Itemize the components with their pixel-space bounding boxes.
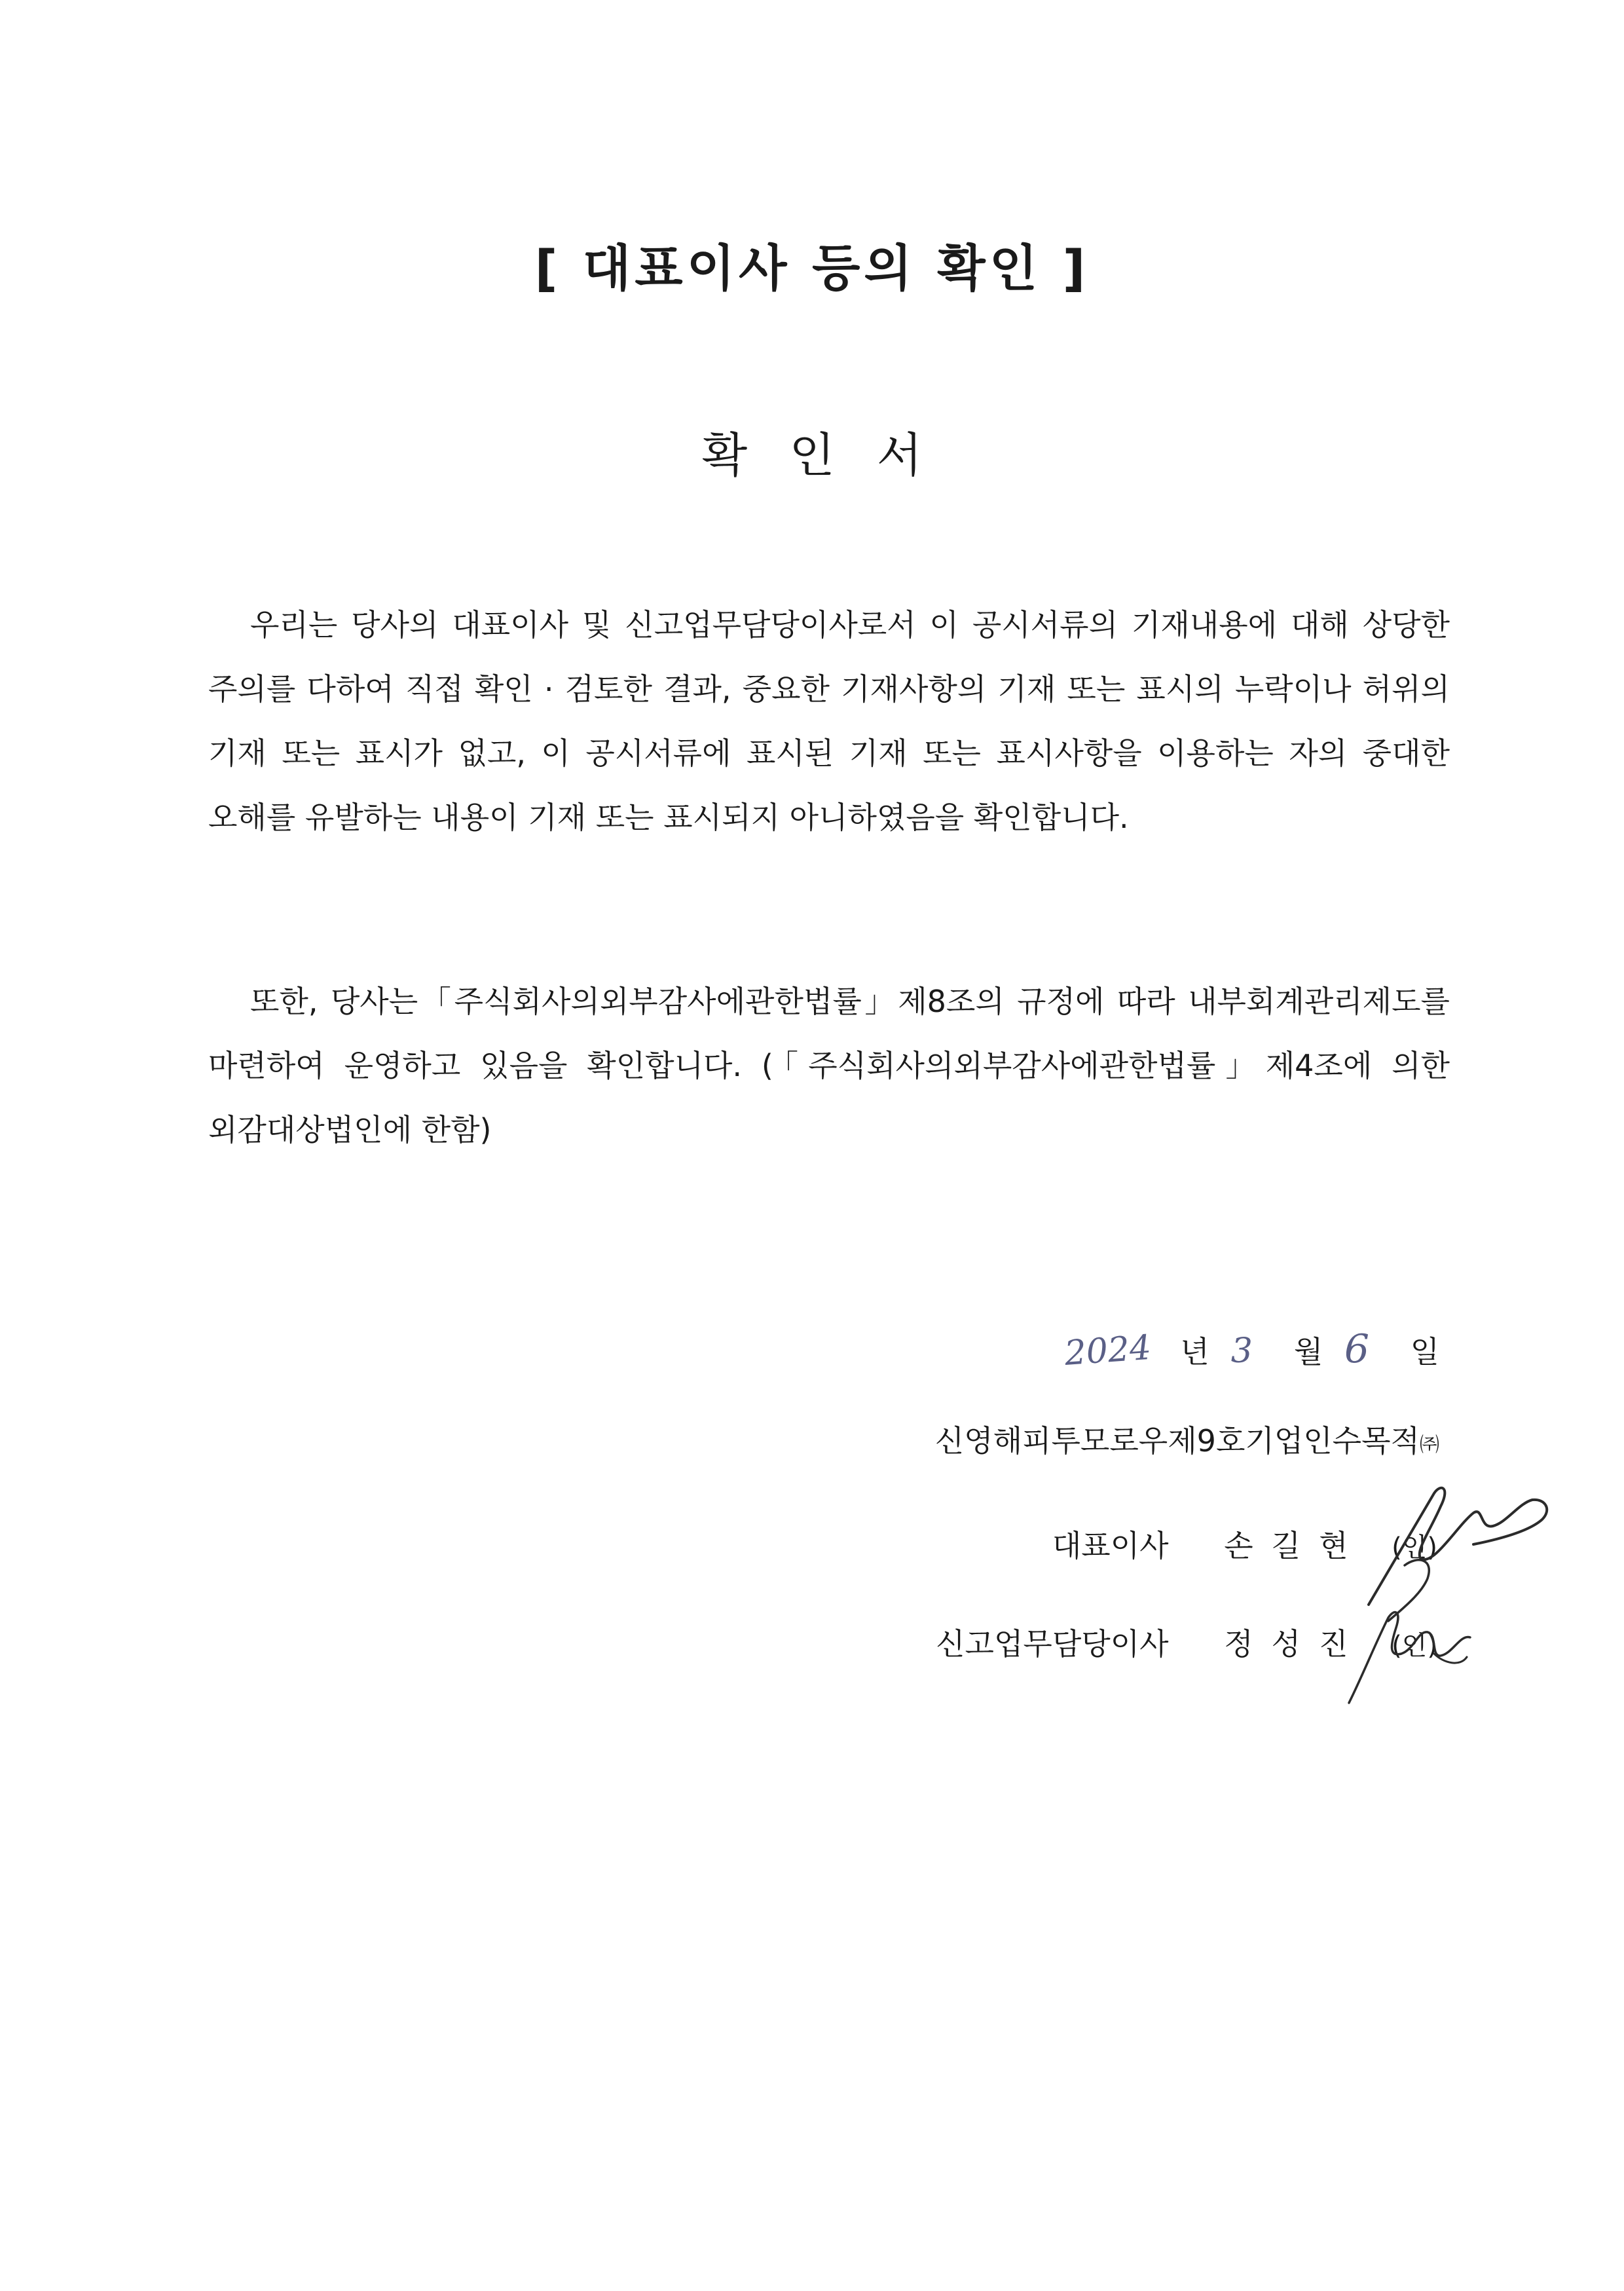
company-suffix: ㈜ <box>1420 1434 1439 1457</box>
handwritten-month: 3 <box>1230 1332 1253 1371</box>
document-title: 확인서 <box>701 428 965 483</box>
date-line <box>1053 1316 1439 1382</box>
ceo-name: 손길현 <box>1224 1528 1367 1563</box>
handwritten-year: 2024 <box>1063 1328 1153 1373</box>
disclosure-officer-seal-mark: (인) <box>1392 1631 1437 1661</box>
confirmation-paragraph: 우리는 당사의 대표이사 및 신고업무담당이사로서 이 공시서류의 기재내용에 대해 상당한 주의를 다하여 직접 확인 · 검토한 결과, 중요한 기재사항의 기재 또는 표시의 누락이나 허위의 기재 또는 표시가 없고, 이 공시서류에 표시된 기재 또는 표시사항을 이용하는 자의 중대한 오해를 유발하는 내용이 기재 또는 표시되지 아니하였음을 확인합니다. <box>208 607 1450 835</box>
company-name-line <box>935 1408 1439 1478</box>
disclosure-officer-role: 신고업무담당이사 <box>936 1626 1169 1662</box>
internal-control-paragraph: 또한, 당사는「주식회사의외부감사에관한법률」제8조의 규정에 따라 내부회계관리제도를 마련하여 운영하고 있음을 확인합니다. (「주식회사의외부감사에관한법률」제4조에 의한 외감대상법인에 한함) <box>208 984 1450 1147</box>
ceo-role: 대표이사 <box>1052 1528 1169 1563</box>
company-name: 신영해피투모로우제9호기업인수목적 <box>934 1423 1420 1459</box>
disclosure-officer-signature-row <box>936 1611 1437 1679</box>
month-unit: 월 <box>1293 1334 1323 1369</box>
handwritten-day: 6 <box>1344 1326 1370 1372</box>
disclosure-officer-name: 정성진 <box>1224 1626 1367 1662</box>
page-title: [ 대표이사 등의 확인 ] <box>534 239 1090 297</box>
day-unit: 일 <box>1410 1334 1439 1369</box>
ceo-signature-row <box>1052 1513 1437 1580</box>
year-unit: 년 <box>1180 1334 1209 1369</box>
ceo-seal-mark: (인) <box>1392 1533 1437 1563</box>
